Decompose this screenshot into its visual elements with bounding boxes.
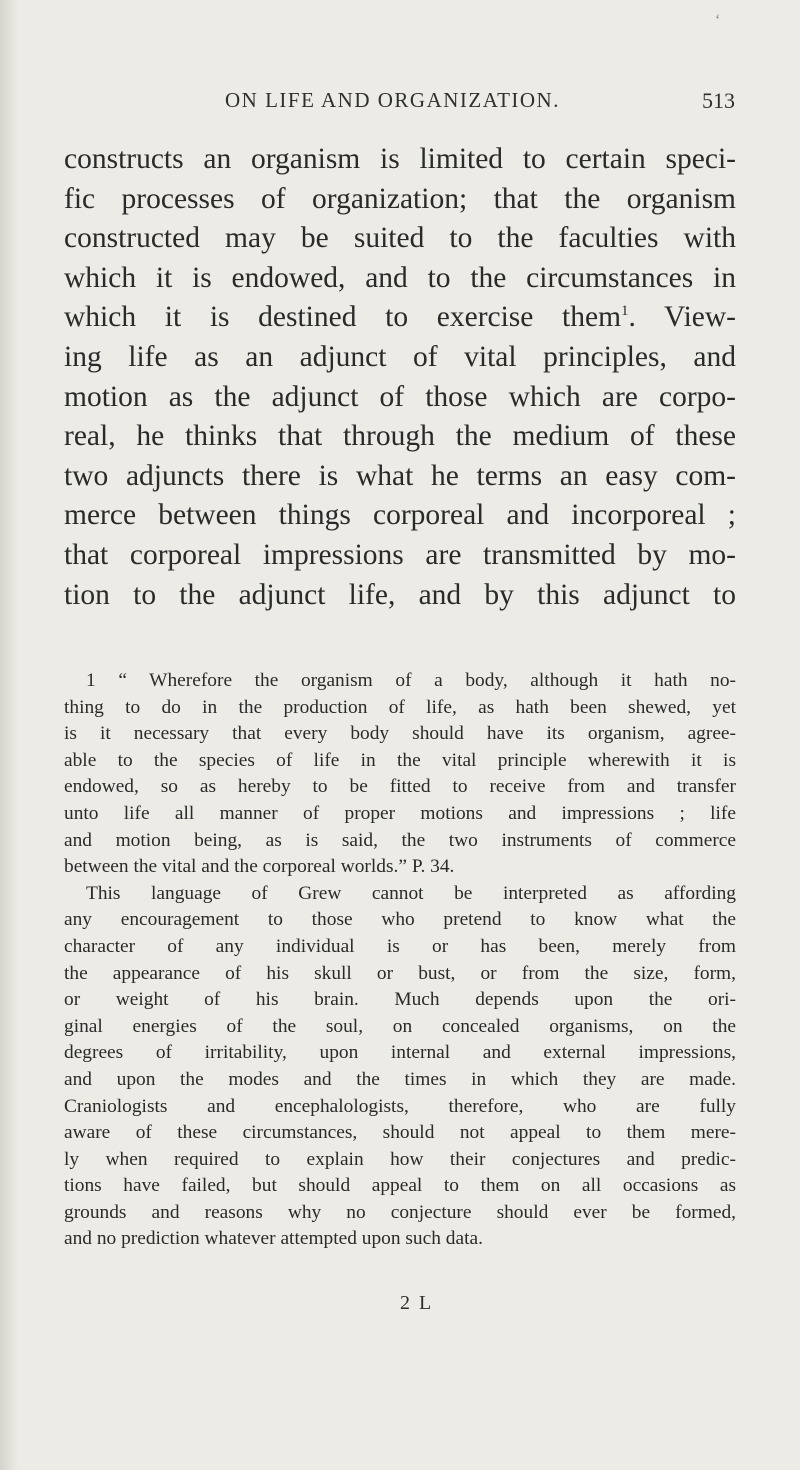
body-line: motion as the adjunct of those which are corpo- — [64, 380, 736, 413]
footnote-line: and upon the modes and the times in which they are made. — [64, 1068, 736, 1090]
footnote-line: unto life all manner of proper motions and impressions ; life — [64, 802, 736, 824]
running-title: ON LIFE AND ORGANIZATION. — [225, 88, 560, 112]
footnote-line: degrees of irritability, upon internal and external impressions, — [64, 1042, 736, 1064]
footnote-line: Craniologists and encephalologists, therefore, who are fully — [64, 1095, 736, 1117]
footnote-line: is it necessary that every body should have its organism, agree- — [64, 723, 736, 745]
footnote-line: and motion being, as is said, the two instruments of commerce — [64, 829, 736, 851]
footnote-line: ginal energies of the soul, on concealed organisms, on the — [64, 1015, 736, 1037]
body-line: that corporeal impressions are transmitted by mo- — [64, 538, 736, 571]
footnote-line: This language of Grew cannot be interpreted as affording — [86, 882, 736, 904]
footnote-line-text: “ Wherefore the organism of a body, although it hath no- — [118, 670, 736, 691]
body-line-text: which it is destined to exercise them — [64, 301, 622, 334]
body-line: constructs an organism is limited to certain speci- — [64, 143, 736, 175]
footnote-line — [64, 668, 736, 695]
footnote-line: ly when required to explain how their conjectures and predic- — [64, 1148, 736, 1170]
footnote-line: tions have failed, but should appeal to them on all occasions as — [64, 1175, 736, 1197]
footnote-line: between the vital and the corporeal worlds.” P. 34. — [64, 856, 455, 878]
footnote — [64, 668, 736, 1253]
footnote-line: character of any individual is or has been, merely from — [64, 935, 736, 957]
footnote-marker: 1 — [86, 670, 96, 691]
body-line-text: View- — [664, 301, 736, 334]
body-line: tion to the adjunct life, and by this adjunct to — [64, 578, 736, 611]
printer-signature-mark: 2 L — [400, 1292, 434, 1314]
footnote-line: and no prediction whatever attempted upon such data. — [64, 1228, 483, 1250]
body-line: real, he thinks that through the medium of these — [64, 420, 736, 453]
corner-tick-mark: ʻ — [715, 12, 721, 29]
body-line: constructed may be suited to the faculties with — [64, 222, 736, 255]
footnote-line: able to the species of life in the vital principle wherewith it is — [64, 749, 736, 771]
running-head — [0, 88, 800, 118]
footnote-line: endowed, so as hereby to be fitted to receive from and transfer — [64, 776, 736, 798]
body-line: merce between things corporeal and incorporeal ; — [64, 499, 736, 532]
footnote-line: aware of these circumstances, should not appeal to them mere- — [64, 1122, 736, 1144]
footnote-line: thing to do in the production of life, as hath been shewed, yet — [64, 696, 736, 718]
body-line: two adjuncts there is what he terms an easy com- — [64, 459, 736, 492]
body-line: which it is endowed, and to the circumstances in — [64, 261, 736, 294]
body-line: ing life as an adjunct of vital principles, and — [64, 340, 736, 373]
footnote-line: or weight of his brain. Much depends upon the ori- — [64, 989, 736, 1011]
page-number: 513 — [702, 88, 735, 113]
footnote-line: the appearance of his skull or bust, or from the size, form, — [64, 962, 736, 984]
footnote-reference: 1 — [621, 303, 629, 320]
footnote-line: any encouragement to those who pretend to know what the — [64, 909, 736, 931]
footnote-line: grounds and reasons why no conjecture should ever be formed, — [64, 1201, 736, 1223]
body-line: which it is destined to exercise them$^1$. View- — [64, 301, 736, 334]
page-gutter-shadow — [0, 0, 18, 1470]
body-line: fic processes of organization; that the organism — [64, 182, 736, 215]
main-paragraph — [64, 140, 736, 615]
